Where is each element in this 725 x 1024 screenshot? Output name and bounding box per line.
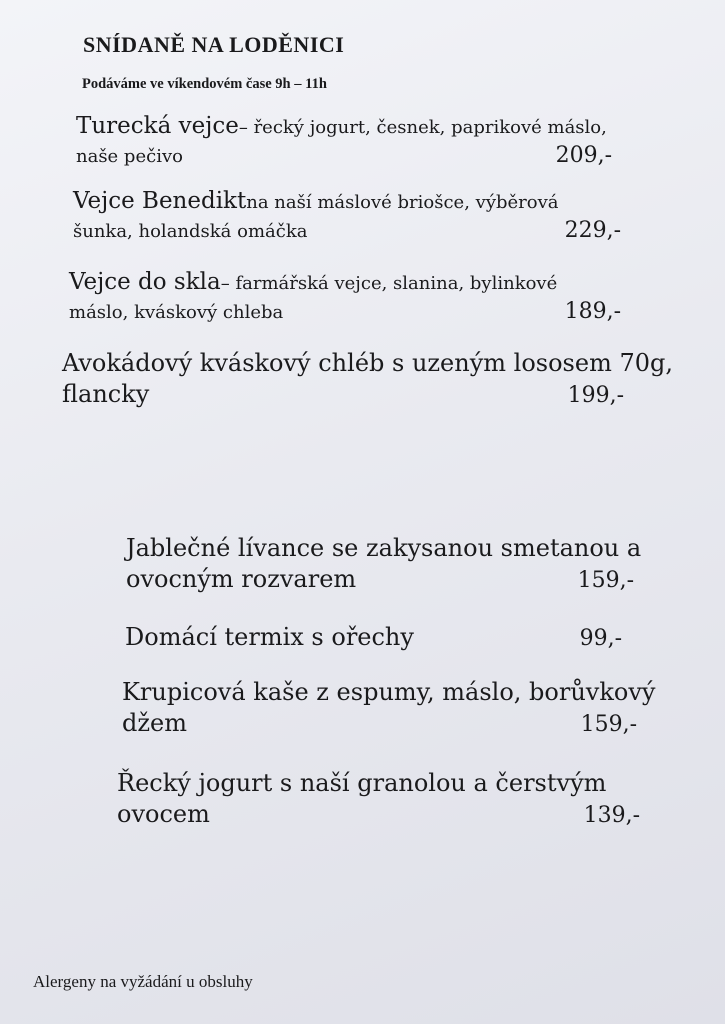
- item-price: 159,-: [580, 712, 637, 738]
- item-description: – farmářská vejce, slanina, bylinkové: [220, 273, 558, 294]
- item-name: Domácí termix s ořechy: [125, 623, 414, 651]
- item-price: 159,-: [577, 568, 634, 594]
- item-price: 229,-: [564, 217, 621, 243]
- serving-hours: Podáváme ve víkendovém čase 9h – 11h: [82, 76, 327, 92]
- item-description: – řecký jogurt, česnek, paprikové máslo,: [238, 117, 607, 138]
- item-name: Krupicová kaše z espumy, máslo, borůvkový: [122, 678, 656, 706]
- page-title: SNÍDANĚ NA LODĚNICI: [83, 32, 345, 57]
- item-name: Vejce do skla: [69, 269, 221, 295]
- item-description-cont: naše pečivo: [76, 145, 183, 167]
- item-price: 99,-: [579, 626, 622, 651]
- menu-item-recky-jogurt: [117, 768, 707, 831]
- menu-item-turecka-vejce: [76, 112, 666, 170]
- item-name: Řecký jogurt s naší granolou a čerstvým: [117, 769, 607, 797]
- item-price: 139,-: [583, 803, 640, 829]
- item-name-cont: ovocným rozvarem: [126, 565, 357, 594]
- item-name: Avokádový kváskový chléb s uzeným lososem 70g,: [62, 349, 673, 377]
- item-name-cont: flancky: [62, 380, 150, 409]
- item-price: 189,-: [564, 298, 621, 324]
- allergen-note: Alergeny na vyžádání u obsluhy: [33, 972, 253, 991]
- item-price: 199,-: [567, 383, 624, 409]
- item-name: Vejce Benedikt: [73, 188, 247, 214]
- item-name: Jablečné lívance se zakysanou smetanou a: [126, 534, 642, 562]
- item-description-cont: máslo, kváskový chleba: [69, 301, 284, 323]
- menu-item-vejce-do-skla: [69, 268, 659, 326]
- menu-item-avokadovy-chleb: [62, 348, 692, 411]
- item-price: 209,-: [555, 142, 612, 168]
- item-description: na naší máslové briošce, výběrová: [246, 192, 559, 213]
- menu-item-vejce-benedikt: [73, 187, 663, 245]
- item-name-cont: ovocem: [117, 800, 210, 829]
- menu-item-krupicova-kase: [122, 677, 712, 740]
- item-name: Turecká vejce: [76, 113, 239, 139]
- item-description-cont: šunka, holandská omáčka: [73, 220, 308, 242]
- menu-item-domaci-termix: [125, 622, 685, 654]
- menu-item-jablecne-livance: [126, 533, 686, 596]
- item-name-cont: džem: [122, 709, 187, 738]
